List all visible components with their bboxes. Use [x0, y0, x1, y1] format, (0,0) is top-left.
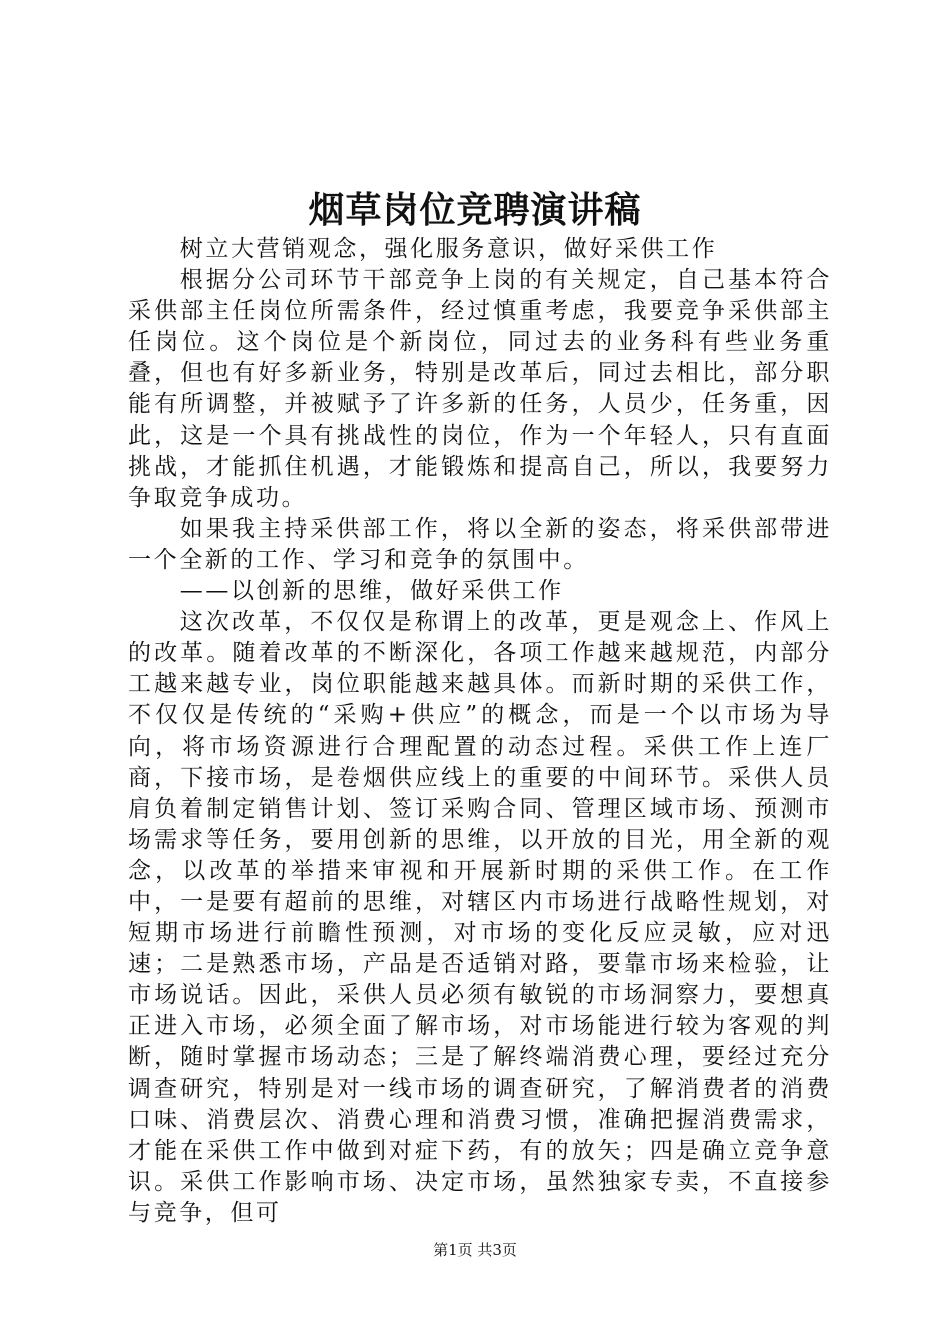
page-footer: 第1页 共3页	[433, 1241, 517, 1259]
paragraph: 根据分公司环节干部竞争上岗的有关规定，自己基本符合采供部主任岗位所需条件，经过慎重考虑，我要竞争采供部主任岗位。这个岗位是个新岗位，同过去的业务科有些业务重叠，但也有好多新业务，特别是改革后，同过去相比，部分职能有所调整，并被赋予了许多新的任务，人员少，任务重，因此，这是一个具有挑战性的岗位，作为一个年轻人，只有直面挑战，才能抓住机遇，才能锻炼和提高自己，所以，我要努力争取竞争成功。	[128, 267, 832, 511]
document-body	[128, 234, 832, 1229]
document-title: 烟草岗位竞聘演讲稿	[308, 189, 642, 231]
paragraph: 这次改革，不仅仅是称谓上的改革，更是观念上、作风上的改革。随着改革的不断深化，各项工作越来越规范，内部分工越来越专业，岗位职能越来越具体。而新时期的采供工作，不仅仅是传统的“采购+供应”的概念，而是一个以市场为导向，将市场资源进行合理配置的动态过程。采供工作上连厂商，下接市场，是卷烟供应线上的重要的中间环节。采供人员肩负着制定销售计划、签订采购合同、管理区域市场、预测市场需求等任务，要用创新的思维，以开放的目光，用全新的观念，以改革的举措来审视和开展新时期的采供工作。在工作中，一是要有超前的思维，对辖区内市场进行战略性规划，对短期市场进行前瞻性预测，对市场的变化反应灵敏，应对迅速；二是熟悉市场，产品是否适销对路，要靠市场来检验，让市场说话。因此，采供人员必须有敏锐的市场洞察力，要想真正进入市场，必须全面了解市场，对市场能进行较为客观的判断，随时掌握市场动态；三是了解终端消费心理，要经过充分调查研究，特别是对一线市场的调查研究，了解消费者的消费口味、消费层次、消费心理和消费习惯，准确把握消费需求，才能在采供工作中做到对症下药，有的放矢；四是确立竞争意识。采供工作影响市场、决定市场，虽然独家专卖，不直接参与竞争，但可	[128, 609, 832, 1226]
paragraph: 如果我主持采供部工作，将以全新的姿态，将采供部带进一个全新的工作、学习和竞争的氛围中。	[128, 515, 832, 573]
paragraph-section-heading: ——以创新的思维，做好采供工作	[179, 578, 564, 605]
paragraph-subtitle: 树立大营销观念，强化服务意识，做好采供工作	[179, 236, 718, 262]
